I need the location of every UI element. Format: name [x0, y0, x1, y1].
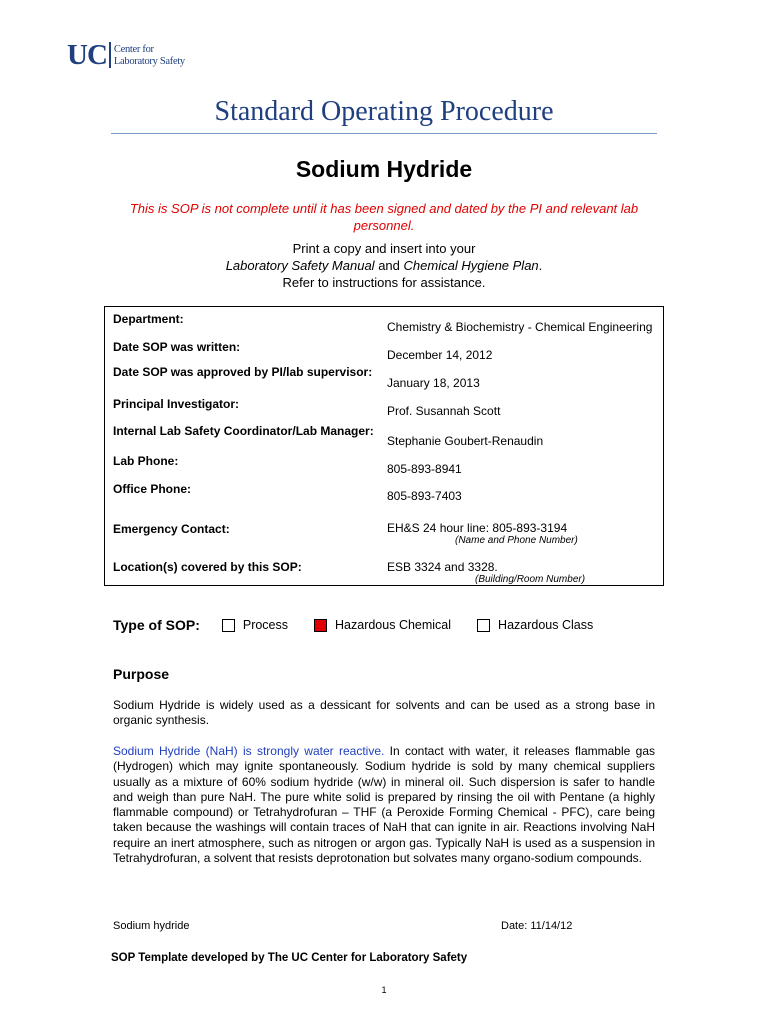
- template-credit: SOP Template developed by The UC Center for Laboratory Safety: [111, 952, 468, 964]
- info-row-pi: [105, 397, 664, 421]
- sop-info-table: [104, 306, 664, 586]
- option-hazardous-class[interactable]: [477, 618, 593, 632]
- coordinator-label: Internal Lab Safety Coordinator/Lab Manager:: [113, 423, 374, 438]
- purpose-paragraph-2-body: In contact with water, it releases flammable gas (Hydrogen) which may ignite spontaneously. Sodium hydride is sold by many chemical suppliers usually as a mixture of 60% sodium hydride (w/w) in mineral oil. Such dispersion is safer to handle and weigh than pure NaH. The pure white solid is prepared by rinsing the oil with Pentane (a highly flammable compound) or Tetrahydrofuran – THF (a Peroxide Forming Chemical - PFC), care being taken because the washings will contain traces of NaH that can ignite in air. Reactions involving NaH require an inert atmosphere, such as nitrogen or argon gas. Typically NaH is used as a suspension in Tetrahydrofuran, a solvent that resists deprotonation but solvates many organo-sodium compounds.: [113, 744, 655, 866]
- lab-phone-label: Lab Phone:: [113, 453, 179, 468]
- department-label: Department:: [113, 312, 184, 326]
- emergency-label: Emergency Contact:: [113, 521, 230, 536]
- department-value: Chemistry & Biochemistry - Chemical Engineering: [387, 320, 653, 334]
- office-phone-label: Office Phone:: [113, 481, 192, 496]
- document-title: Standard Operating Procedure: [214, 96, 554, 127]
- logo-line1: Center for: [113, 44, 154, 55]
- uc-logo: [67, 39, 185, 71]
- location-cell: [379, 550, 664, 586]
- info-row-approved: [105, 362, 664, 397]
- completion-warning: This is SOP is not complete until it has been signed and dated by the PI and relevant lab personnel.: [129, 201, 639, 233]
- emergency-value: EH&S 24 hour line: 805-893-3194: [387, 520, 568, 535]
- hazardous-class-label: Hazardous Class: [498, 618, 594, 632]
- info-row-location: [105, 550, 664, 586]
- approved-value: January 18, 2013: [387, 375, 480, 390]
- office-phone-value: 805-893-7403: [387, 488, 462, 503]
- chemical-name: Sodium Hydride: [295, 156, 473, 182]
- info-row-written: [105, 337, 664, 362]
- safety-manual: Laboratory Safety Manual: [225, 258, 375, 273]
- purpose-paragraph-2: [113, 744, 655, 866]
- option-hazardous-chemical[interactable]: [314, 618, 451, 632]
- print-and: and: [378, 258, 400, 273]
- pi-value: Prof. Susannah Scott: [387, 403, 501, 418]
- written-value: December 14, 2012: [387, 347, 493, 362]
- footer-date: Date: 11/14/12: [501, 920, 573, 932]
- logo-divider: [109, 42, 111, 68]
- coordinator-value: Stephanie Goubert-Renaudin: [387, 433, 544, 448]
- purpose-heading: Purpose: [113, 666, 170, 682]
- option-process[interactable]: [222, 618, 288, 632]
- hygiene-plan: Chemical Hygiene Plan: [403, 258, 539, 273]
- print-line1: Print a copy and insert into your: [292, 241, 476, 256]
- info-row-lab-phone: [105, 454, 664, 482]
- info-row-emergency: [105, 510, 664, 550]
- water-reactive-highlight: Sodium Hydride (NaH) is strongly water reactive.: [113, 744, 385, 758]
- approved-label: Date SOP was approved by PI/lab supervisor:: [113, 364, 373, 379]
- process-label: Process: [242, 618, 289, 632]
- written-label: Date SOP was written:: [113, 339, 241, 354]
- logo-text: [114, 42, 185, 68]
- sop-type-label: Type of SOP:: [113, 617, 200, 633]
- hazardous-class-checkbox[interactable]: [477, 619, 490, 632]
- info-row-office-phone: [105, 482, 664, 510]
- info-row-coordinator: [105, 421, 664, 454]
- sop-type-selector: [113, 617, 619, 633]
- location-hint: (Building/Room Number): [475, 573, 586, 585]
- print-period: .: [538, 258, 543, 273]
- print-line3: Refer to instructions for assistance.: [282, 275, 486, 290]
- info-row-department: [105, 307, 664, 337]
- process-checkbox[interactable]: [222, 619, 235, 632]
- title-divider: [111, 133, 657, 134]
- location-label: Location(s) covered by this SOP:: [113, 559, 302, 574]
- purpose-paragraph-1: Sodium Hydride is widely used as a dessicant for solvents and can be used as a strong base in organic synthesis.: [113, 698, 655, 728]
- hazardous-chemical-checkbox[interactable]: [314, 619, 327, 632]
- footer-chemical-name: Sodium hydride: [113, 920, 190, 932]
- pi-label: Principal Investigator:: [113, 396, 240, 411]
- location-value: ESB 3324 and 3328.: [387, 559, 498, 574]
- hazardous-chemical-label: Hazardous Chemical: [335, 618, 452, 632]
- emergency-cell: [379, 510, 664, 550]
- emergency-hint: (Name and Phone Number): [455, 534, 578, 546]
- logo-line2: Laboratory Safety: [113, 56, 185, 67]
- page-number: 1: [381, 985, 387, 995]
- print-instructions: [0, 240, 768, 291]
- logo-uc: UC: [67, 39, 107, 71]
- lab-phone-value: 805-893-8941: [387, 461, 462, 476]
